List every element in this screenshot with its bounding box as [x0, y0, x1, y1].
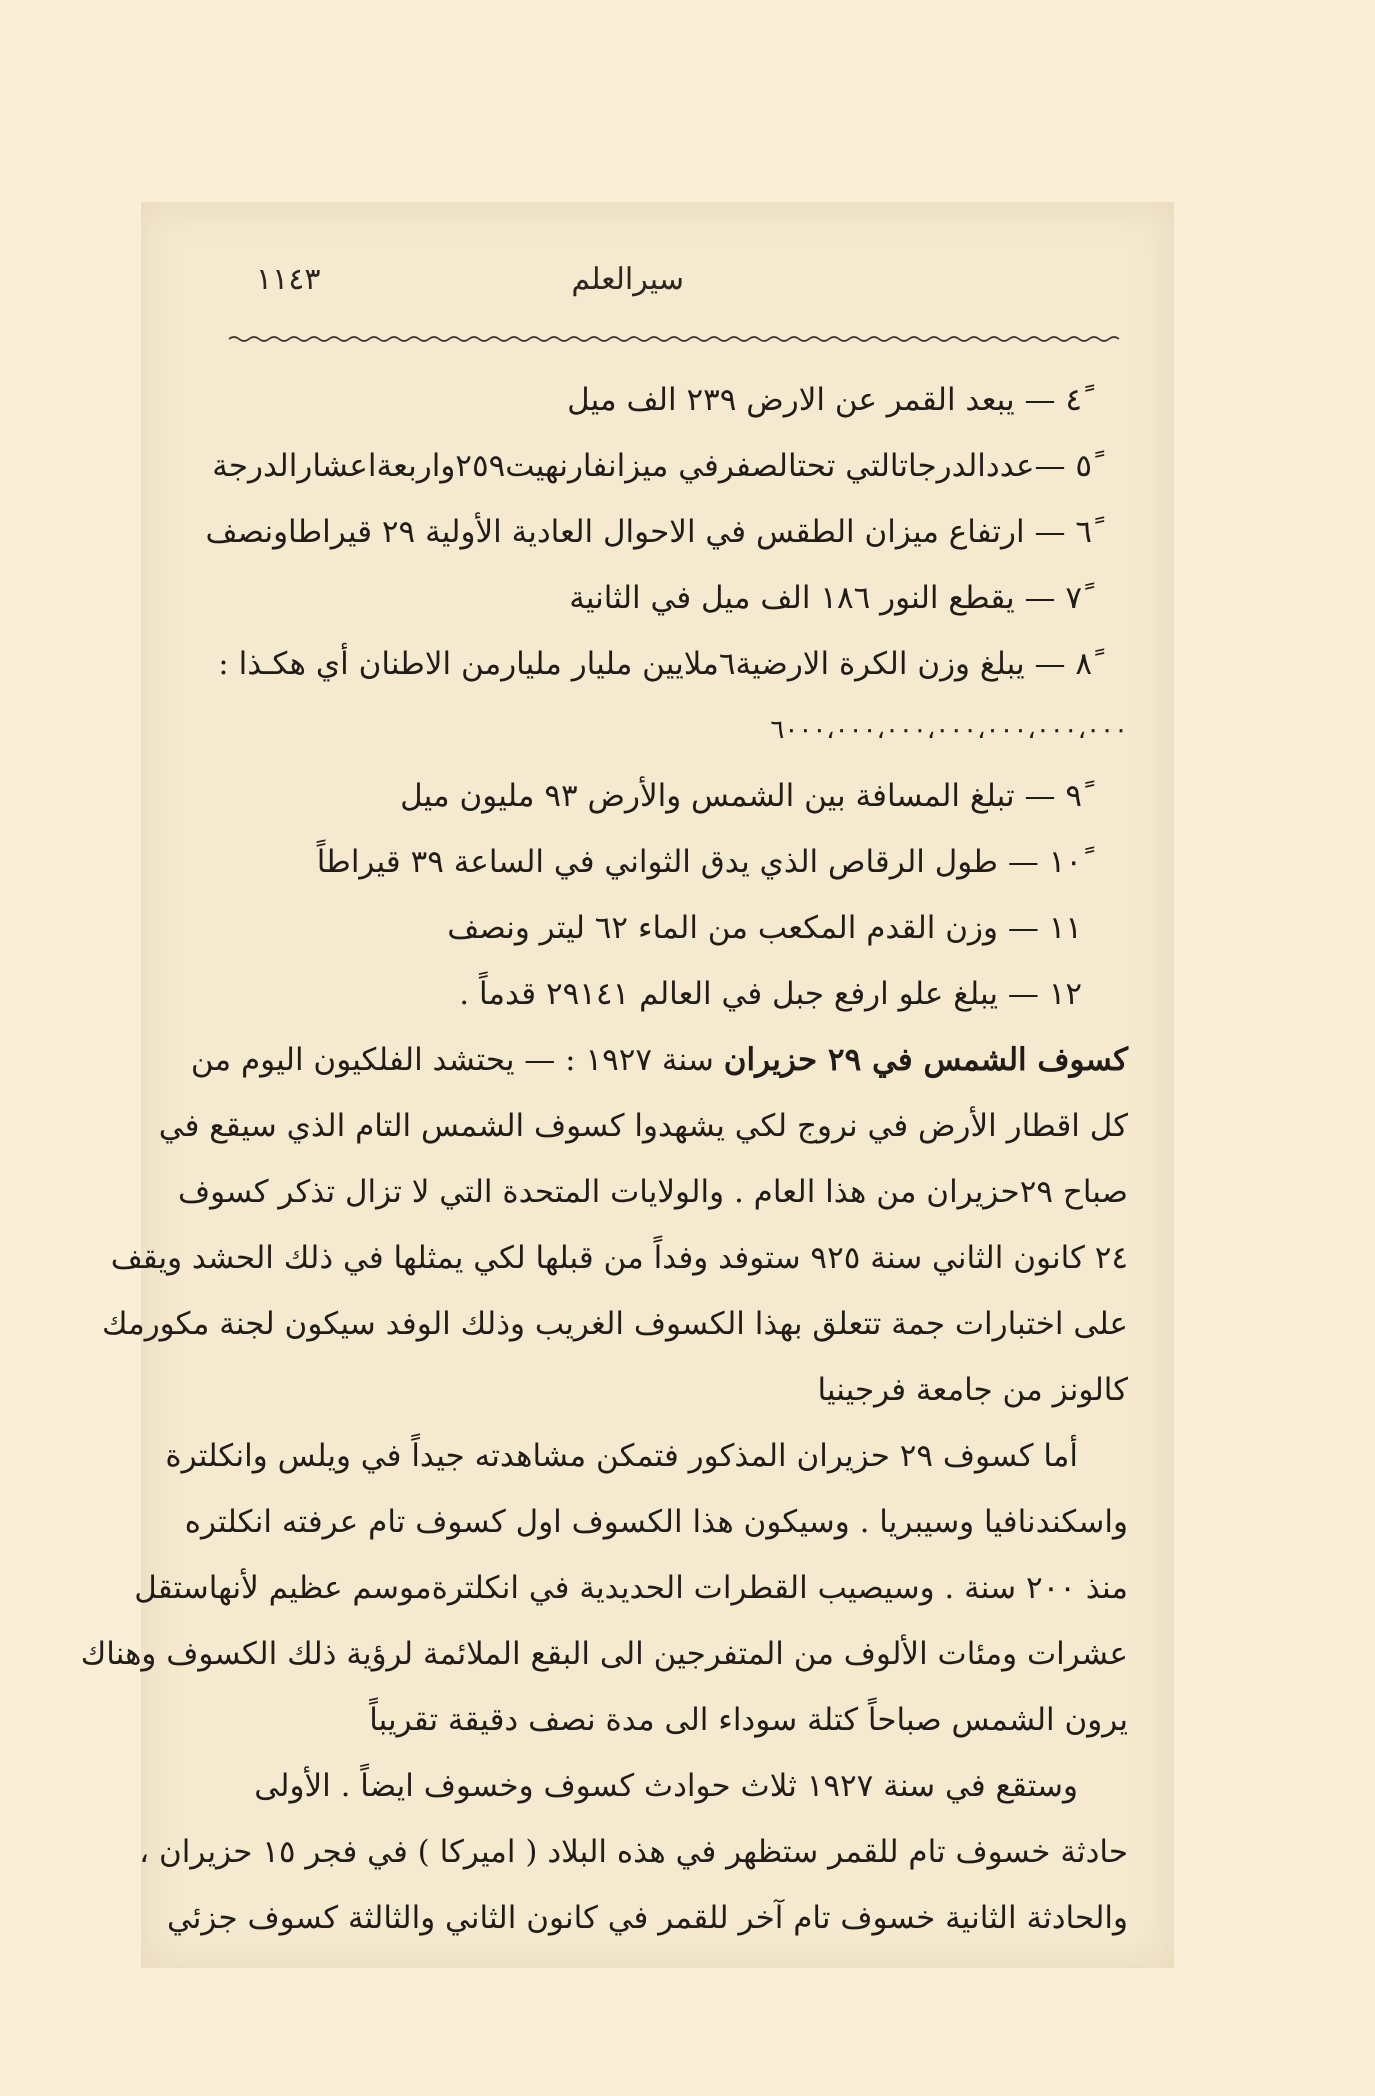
- book-page: [80, 202, 1174, 1968]
- section-heading-rest: سنة ١٩٢٧ : — يحتشد الفلكيون اليوم من: [190, 1042, 724, 1078]
- list-item: ٥ً —عددالدرجاتالتي تحتالصفرفي ميزانفارنهيت٢٥٩واربعةاعشارالدرجة: [212, 448, 1092, 484]
- paragraph-line: أما كسوف ٢٩ حزيران المذكور فتمكن مشاهدته جيداً في ويلس وانكلترة: [165, 1438, 1078, 1474]
- section-first-line: [190, 1027, 1128, 1093]
- paragraph-line: منذ ٢٠٠ سنة . وسيصيب القطرات الحديدية في انكلترةموسم عظيم لأنهاستقل: [134, 1570, 1128, 1606]
- list-item: ٦ً — ارتفاع ميزان الطقس في الاحوال العادية الأولية ٢٩ قيراطاونصف: [205, 514, 1092, 550]
- list-item: ٧ً — يقطع النور ١٨٦ الف ميل في الثانية: [569, 580, 1082, 616]
- section-heading: كسوف الشمس في ٢٩ حزيران: [723, 1042, 1128, 1078]
- paragraph-line: صباح ٢٩حزيران من هذا العام . والولايات المتحدة التي لا تزال تذكر كسوف: [178, 1174, 1128, 1210]
- paragraph-2: [80, 1423, 1128, 1753]
- paragraph-line: وستقع في سنة ١٩٢٧ ثلاث حوادث كسوف وخسوف ايضاً . الأولى: [254, 1768, 1078, 1804]
- paragraph-line: عشرات ومئات الألوف من المتفرجين الى البقع الملائمة لرؤية ذلك الكسوف وهناك: [80, 1636, 1128, 1672]
- paragraph-line: ٢٤ كانون الثاني سنة ٩٢٥ ستوفد وفداً من قبلها لكي يمثلها في ذلك الحشد ويقف: [110, 1240, 1128, 1276]
- list-item: ١٠ً — طول الرقاص الذي يدق الثواني في الساعة ٣٩ قيراطاً: [316, 844, 1082, 880]
- paragraph-line: كالونز من جامعة فرجينيا: [817, 1372, 1128, 1408]
- earth-weight-number: ٦٠٠٠،٠٠٠،٠٠٠،٠٠٠،٠٠٠،٠٠٠،٠٠٠: [770, 715, 1128, 745]
- facts-list: [201, 367, 1128, 1027]
- page-number: ١١٤٣: [256, 262, 321, 297]
- list-item: ٨ً — يبلغ وزن الكرة الارضية٦ملايين مليار مليارمن الاطنان أي هكـذا :: [218, 646, 1092, 682]
- page-body: [80, 367, 1128, 1951]
- list-item: ١١ — وزن القدم المكعب من الماء ٦٢ ليتر ونصف: [447, 910, 1082, 946]
- paragraph-3: [139, 1753, 1128, 1951]
- paragraph-line: واسكندنافيا وسيبريا . وسيكون هذا الكسوف اول كسوف تام عرفته انكلتره: [184, 1504, 1128, 1540]
- paragraph-line: والحادثة الثانية خسوف تام آخر للقمر في كانون الثاني والثالثة كسوف جزئي: [166, 1900, 1128, 1936]
- page-header: [141, 262, 1174, 306]
- eclipse-section: [101, 1027, 1128, 1423]
- list-item: ١٢ — يبلغ علو ارفع جبل في العالم ٢٩١٤١ قدماً .: [459, 976, 1082, 1012]
- running-title: سيرالعلم: [571, 262, 684, 297]
- list-item: ٤ً — يبعد القمر عن الارض ٢٣٩ الف ميل: [567, 382, 1082, 418]
- paragraph-line: كل اقطار الأرض في نروج لكي يشهدوا كسوف الشمس التام الذي سيقع في: [158, 1108, 1128, 1144]
- paragraph-line: حادثة خسوف تام للقمر ستظهر في هذه البلاد ( اميركا ) في فجر ١٥ حزيران ،: [139, 1834, 1128, 1870]
- wavy-rule: [229, 334, 1124, 344]
- list-item: ٩ً — تبلغ المسافة بين الشمس والأرض ٩٣ مليون ميل: [400, 778, 1082, 814]
- paragraph-line: على اختبارات جمة تتعلق بهذا الكسوف الغريب وذلك الوفد سيكون لجنة مكورمك: [101, 1306, 1128, 1342]
- paragraph-line: يرون الشمس صباحاً كتلة سوداء الى مدة نصف دقيقة تقريباً: [369, 1702, 1128, 1738]
